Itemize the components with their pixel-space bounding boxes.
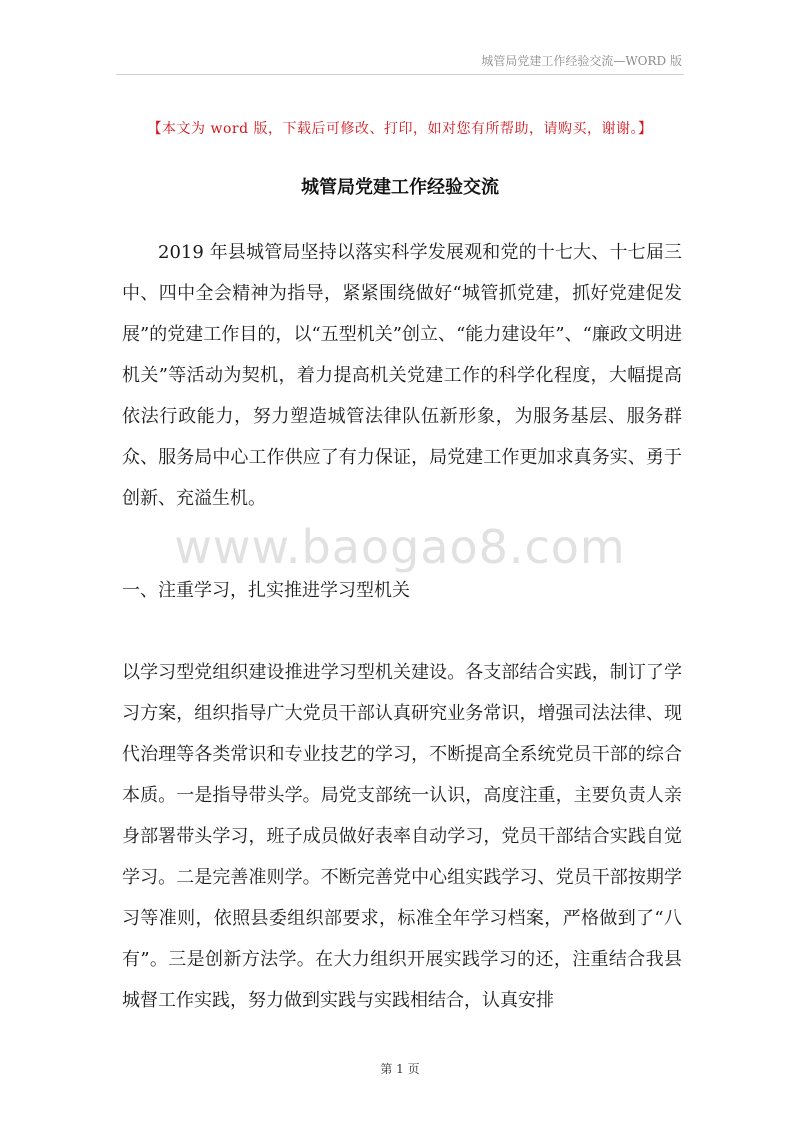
purchase-notice: 【本文为 word 版，下载后可修改、打印，如对您有所帮助，请购买，谢谢。】 (147, 121, 653, 137)
header-divider (116, 74, 684, 75)
page-number: 第 1 页 (380, 1062, 420, 1076)
running-header: 城管局党建工作经验交流—WORD 版 (481, 54, 682, 68)
intro-paragraph: 2019 年县城管局坚持以落实科学发展观和党的十七大、十七届三中、四中全会精神为指导，紧紧围绕做好“城管抓党建，抓好党建促发展”的党建工作目的，以“五型机关”创立、“能力建设年”、“廉政文明进机关”等活动为契机，着力提高机关党建工作的科学化程度，大幅提高依法行政能力，努力塑造城管法律队伍新形象，为服务基层、服务群众、服务局中心工作供应了有力保证，局党建工作更加求真务实、勇于创新、充溢生机。 (122, 242, 682, 509)
document-title: 城管局党建工作经验交流 (301, 177, 499, 198)
watermark: www.baogao8.com (174, 520, 626, 574)
section-heading: 一、注重学习，扎实推进学习型机关 (122, 580, 410, 601)
body-paragraph: 以学习型党组织建设推进学习型机关建设。各支部结合实践，制订了学习方案，组织指导广大党员干部认真研究业务常识，增强司法法律、现代治理等各类常识和专业技艺的学习，不断提高全系统党员干部的综合本质。一是指导带头学。局党支部统一认识，高度注重，主要负责人亲身部署带头学习，班子成员做好表率自动学习，党员干部结合实践自觉学习。二是完善准则学。不断完善党中心组实践学习、党员干部按期学习等准则，依照县委组织部要求，标准全年学习档案，严格做到了“八有”。三是创新方法学。在大力组织开展实践学习的还，注重结合我县城督工作实践，努力做到实践与实践相结合，认真安排 (122, 662, 682, 1011)
